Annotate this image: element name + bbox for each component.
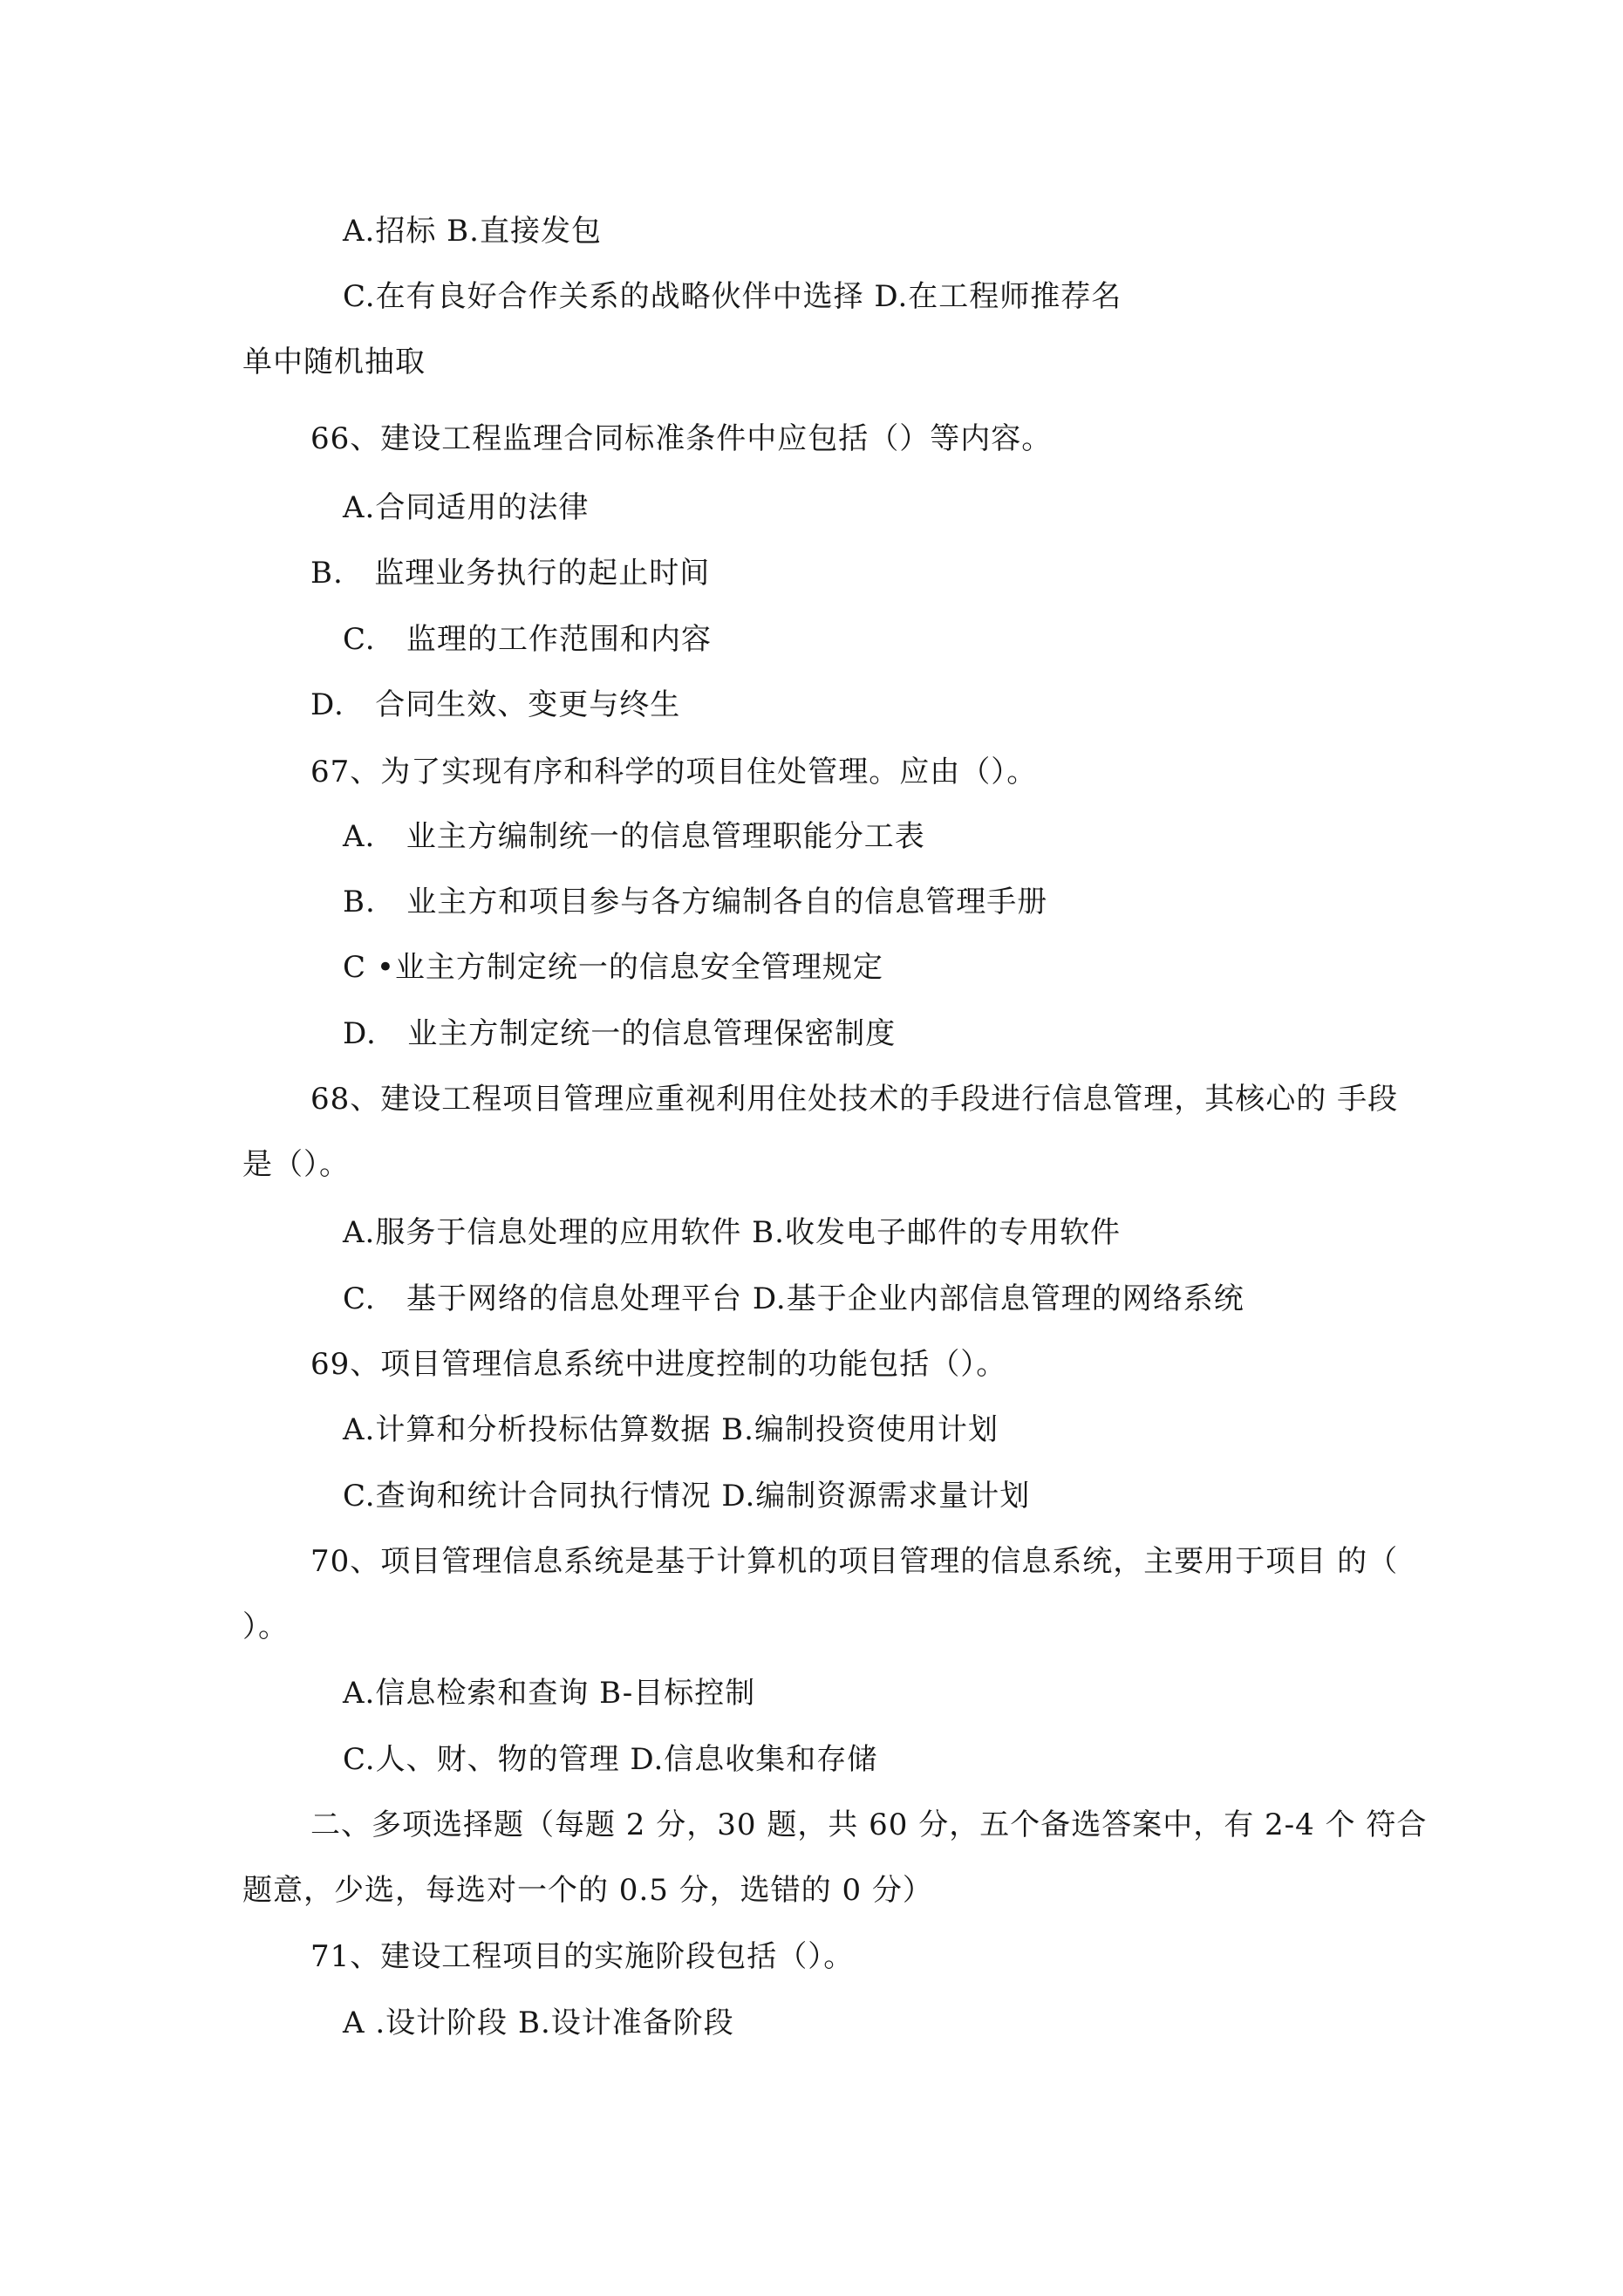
question-68: 68、建设工程项目管理应重视利用住处技术的手段进行信息管理，其核心的 手段 — [310, 1082, 1399, 1117]
option-line: A.招标 B.直接发包 — [343, 214, 602, 249]
option-line: A. 业主方编制统一的信息管理职能分工表 — [343, 819, 925, 854]
question-66: 66、建设工程监理合同标准条件中应包括（）等内容。 — [310, 421, 1053, 456]
option-line: B. 监理业务执行的起止时间 — [310, 556, 711, 591]
option-line: C.查询和统计合同执行情况 D.编制资源需求量计划 — [343, 1479, 1031, 1514]
continuation-line: 是（）。 — [242, 1147, 350, 1182]
option-line: D. 业主方制定统一的信息管理保密制度 — [343, 1016, 897, 1051]
option-line: A.信息检索和查询 B-目标控制 — [343, 1676, 756, 1711]
option-line: A.合同适用的法律 — [343, 490, 590, 525]
continuation-line: 单中随机抽取 — [242, 345, 426, 379]
option-line: D. 合同生效、变更与终生 — [310, 687, 681, 722]
question-67: 67、为了实现有序和科学的项目住处管理。应由（）。 — [310, 755, 1038, 789]
section-heading: 二、多项选择题（每题 2 分，30 题，共 60 分，五个备选答案中，有 2-4 个 符合 — [310, 1807, 1428, 1842]
continuation-line: ）。 — [242, 1609, 289, 1644]
option-line: C.人、财、物的管理 D.信息收集和存储 — [343, 1742, 878, 1777]
option-line: B. 业主方和项目参与各方编制各自的信息管理手册 — [343, 885, 1048, 919]
option-line: A .设计阶段 B.设计准备阶段 — [343, 2006, 734, 2040]
option-line: C. 监理的工作范围和内容 — [343, 622, 713, 657]
option-line: C. 基于网络的信息处理平台 D.基于企业内部信息管理的网络系统 — [343, 1281, 1245, 1316]
option-line: A.计算和分析投标估算数据 B.编制投资使用计划 — [343, 1412, 999, 1447]
option-line: C.在有良好合作关系的战略伙伴中选择 D.在工程师推荐名 — [343, 279, 1122, 314]
option-line: C •业主方制定统一的信息安全管理规定 — [343, 950, 883, 985]
question-70: 70、项目管理信息系统是基于计算机的项目管理的信息系统，主要用于项目 的（ — [310, 1544, 1399, 1579]
option-line: A.服务于信息处理的应用软件 B.收发电子邮件的专用软件 — [343, 1215, 1121, 1250]
question-71: 71、建设工程项目的实施阶段包括（）。 — [310, 1939, 855, 1974]
section-heading-continuation: 题意，少选，每选对一个的 0.5 分，选错的 0 分） — [242, 1873, 933, 1908]
question-69: 69、项目管理信息系统中进度控制的功能包括（）。 — [310, 1347, 1007, 1382]
